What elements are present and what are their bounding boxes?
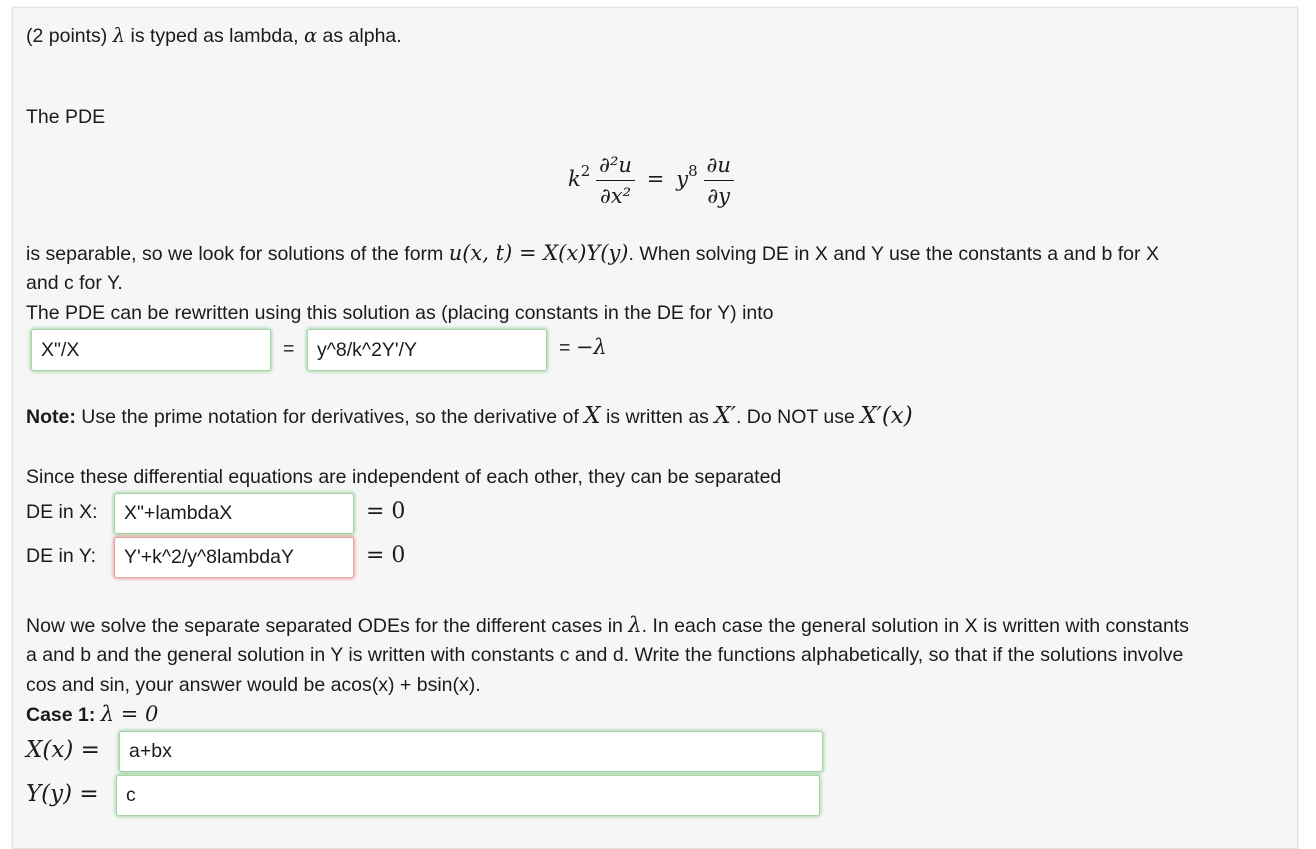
pde-lhs-coef: $k^2$ <box>568 162 591 192</box>
question-header <box>26 21 402 51</box>
separable-form: u(x, t) = X(x)Y(y) <box>448 241 629 265</box>
case1-x-label: X(x) = <box>26 737 100 763</box>
case1-condition: λ = 0 <box>100 702 159 726</box>
de-y-label: DE in Y: <box>26 545 97 567</box>
de-y-input[interactable]: Y'+k^2/y^8lambdaY <box>114 537 354 578</box>
header-text-b: as alpha. <box>322 25 402 47</box>
case1-y-input[interactable]: c <box>116 775 820 816</box>
solve-text-a: Now we solve the separate separated ODEs for the different cases in <box>26 615 623 637</box>
pde-equals: = <box>646 167 665 192</box>
de-x-label: DE in X: <box>26 501 98 523</box>
rewrite-right-input[interactable]: y^8/k^2Y'/Y <box>307 329 547 371</box>
solve-line-3: cos and sin, your answer would be acos(x) + bsin(x). <box>26 674 481 696</box>
alpha-symbol: α <box>303 24 318 47</box>
pde-lhs-fraction <box>596 150 635 211</box>
de-x-rhs: = 0 <box>366 499 406 524</box>
pde-intro: The PDE <box>26 106 106 128</box>
separable-line-2: and c for Y. <box>26 272 123 294</box>
rewrite-equals: = <box>283 338 295 360</box>
case1-y-label: Y(y) = <box>26 781 99 807</box>
rewrite-left-input[interactable]: X"/X <box>31 329 271 371</box>
pde-rhs-coef: $y^8$ <box>676 162 698 192</box>
pde-rhs-numerator: ∂u <box>706 153 731 177</box>
note-var: X <box>584 403 601 429</box>
pde-lhs-denominator: ∂x² <box>599 184 632 208</box>
rewrite-neg-lambda: −λ <box>575 335 607 359</box>
case1-x-input[interactable]: a+bx <box>119 731 823 772</box>
note-text-b: is written as <box>605 406 709 428</box>
header-text-a: is typed as lambda, <box>130 25 299 47</box>
note-bad: X′(x) <box>860 403 913 429</box>
separable-line-1 <box>26 238 1159 269</box>
solve-line-2: a and b and the general solution in Y is written with constants c and d. Write the functions alphabetically, so that if the solutions involve <box>26 644 1184 666</box>
pde-rhs-fraction <box>704 150 734 211</box>
pde-equation <box>568 150 734 211</box>
case1-label: Case 1: <box>26 704 96 726</box>
rewrite-suffix <box>559 332 607 363</box>
lambda-symbol: λ <box>112 24 126 47</box>
note-label: Note: <box>26 406 76 428</box>
solve-line-1 <box>26 610 1189 641</box>
pde-lhs-numerator: ∂²u <box>599 153 632 177</box>
separable-text-a: is separable, so we look for solutions of the form <box>26 243 444 265</box>
note-line <box>26 401 913 432</box>
separate-text: Since these differential equations are independent of each other, they can be separated <box>26 466 782 488</box>
de-x-input[interactable]: X"+lambdaX <box>114 493 354 534</box>
rewrite-suffix-equals: = <box>559 337 571 359</box>
separable-line-3: The PDE can be rewritten using this solution as (placing constants in the DE for Y) into <box>26 302 774 324</box>
note-text-a: Use the prime notation for derivatives, so the derivative of <box>81 406 579 428</box>
pde-rhs-denominator: ∂y <box>707 184 731 208</box>
points-label: (2 points) <box>26 25 108 47</box>
solve-lambda: λ <box>628 613 642 637</box>
separable-text-b: . When solving DE in X and Y use the constants a and b for X <box>628 243 1159 265</box>
de-y-rhs: = 0 <box>366 543 406 568</box>
note-text-c: . Do NOT use <box>735 406 855 428</box>
solve-text-b: . In each case the general solution in X is written with constants <box>641 615 1189 637</box>
note-prime: X′ <box>714 403 736 429</box>
case1-heading <box>26 699 158 730</box>
